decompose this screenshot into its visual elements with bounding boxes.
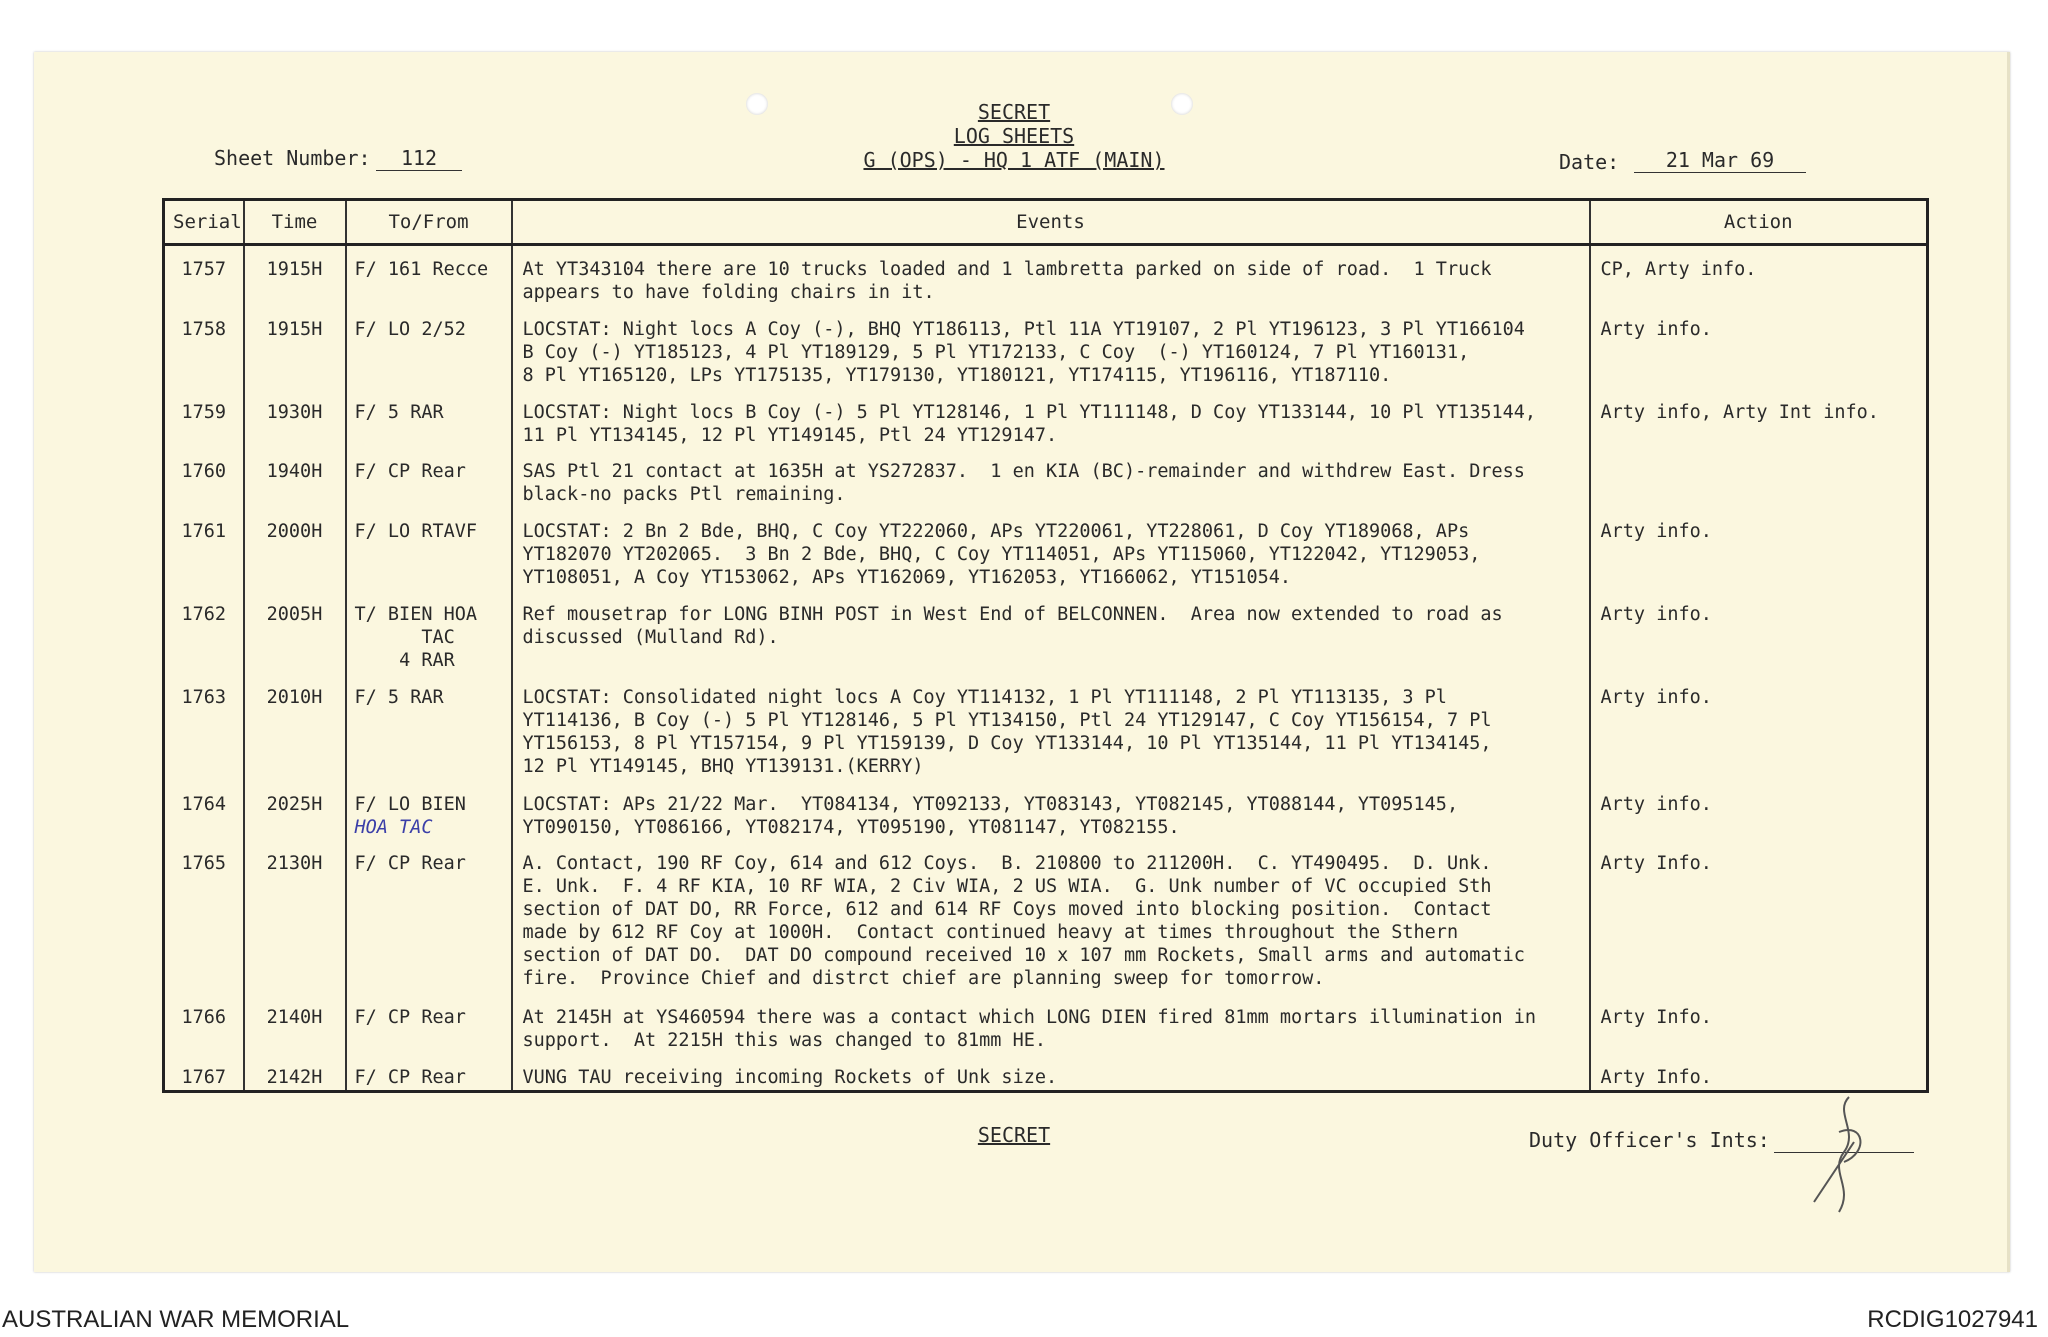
events-cell-text: SAS Ptl 21 contact at 1635H at YS272837. 1 en KIA (BC)-remainder and withdrew East. Dress black-no packs Ptl remaining.: [522, 461, 1525, 506]
serial-cell: [164, 389, 244, 449]
events-cell-text: LOCSTAT: Night locs B Coy (-) 5 Pl YT128146, 1 Pl YT111148, D Coy YT133144, 10 Pl YT135144, 11 Pl YT134145, 12 Pl YT149145, Ptl 24 YT129147.: [522, 401, 1537, 446]
action-cell: [1590, 389, 1928, 449]
to-from-cell: [346, 994, 512, 1054]
serial-cell: [164, 448, 244, 508]
action-cell-text: Arty Info.: [1600, 1066, 1712, 1088]
log-table: [162, 198, 1929, 1093]
action-cell-text: Arty Info.: [1600, 853, 1712, 875]
table-row: [164, 448, 1928, 508]
time-cell-text: 2140H: [266, 1007, 323, 1029]
serial-cell-text: 1761: [181, 520, 227, 542]
time-cell-text: 2025H: [266, 793, 323, 815]
action-cell: [1590, 994, 1928, 1054]
time-cell: [244, 508, 346, 591]
time-cell-text: 2005H: [266, 603, 323, 625]
to-from-cell: [346, 674, 512, 781]
events-cell: [512, 674, 1590, 781]
to-from-cell: [346, 781, 512, 841]
events-cell-text: LOCSTAT: Consolidated night locs A Coy YT114132, 1 Pl YT111148, 2 Pl YT113135, 3 Pl YT114136, B Coy (-) 5 Pl YT128146, 5 Pl YT134150, Ptl 24 YT129147, C Coy YT156154, 7 Pl YT156153, 8 Pl YT157154, 9 Pl YT159139, D Coy YT133144, 10 Pl YT135144, 11 Pl YT134145, 12 Pl YT149145, BHQ YT139131.(KERRY): [522, 687, 1492, 778]
time-cell-text: 1940H: [266, 461, 323, 483]
serial-cell: [164, 674, 244, 781]
events-cell: [512, 389, 1590, 449]
unit-title: G (OPS) - HQ 1 ATF (MAIN): [863, 148, 1165, 172]
table-header-row: [164, 200, 1928, 245]
events-cell: [512, 306, 1590, 389]
archive-reference: RCDIG1027941: [1867, 1306, 2038, 1333]
action-cell-text: CP, Arty info.: [1600, 259, 1757, 280]
serial-cell: [164, 840, 244, 994]
action-cell-text: Arty info, Arty Int info.: [1600, 401, 1879, 423]
events-cell-text: A. Contact, 190 RF Coy, 614 and 612 Coys. B. 210800 to 211200H. C. YT490495. D. Unk. E. Unk. F. 4 RF KIA, 10 RF WIA, 2 Civ WIA, 2 US WIA. G. Unk number of VC occupied Sth section of DAT DO, RR Force, 612 and 614 RF Coys moved into blocking position. Contact made by 612 RF Coy at 1000H. Contact continued heavy at times throughout the Sthern section of DAT DO. DAT DO compound received 10 x 107 mm Rockets, Small arms and automatic fire. Province Chief and distrct chief are planning sweep for tomorrow.: [522, 853, 1525, 990]
events-cell-text: LOCSTAT: Night locs A Coy (-), BHQ YT186113, Ptl 11A YT19107, 2 Pl YT196123, 3 Pl YT166104 B Coy (-) YT185123, 4 Pl YT189129, 5 Pl YT172133, C Coy (-) YT160124, 7 Pl YT160131, 8 Pl YT165120, LPs YT175135, YT179130, YT180121, YT174115, YT196116, YT187110.: [522, 318, 1525, 386]
serial-cell-text: 1759: [181, 401, 227, 423]
to-from-cell: [346, 508, 512, 591]
time-cell-text: 2130H: [266, 853, 323, 875]
action-cell: [1590, 1054, 1928, 1092]
events-cell: [512, 245, 1590, 306]
log-sheets-title: LOG SHEETS: [953, 124, 1075, 148]
punch-hole-right: [1171, 93, 1193, 115]
handwritten-note: HOA TAC: [354, 816, 433, 838]
events-cell: [512, 840, 1590, 994]
table-row: [164, 994, 1928, 1054]
col-time: Time: [244, 200, 346, 245]
action-cell-text: Arty info.: [1600, 318, 1712, 340]
action-cell: [1590, 674, 1928, 781]
serial-cell: [164, 508, 244, 591]
to-from-cell-text: F/ LO RTAVF: [354, 520, 478, 542]
action-cell-text: Arty info.: [1600, 687, 1712, 709]
to-from-cell-text: F/ CP Rear: [354, 1066, 466, 1088]
sheet-number-label: Sheet Number:: [214, 146, 371, 170]
table-row: [164, 840, 1928, 994]
serial-cell: [164, 591, 244, 674]
serial-cell: [164, 781, 244, 841]
time-cell-text: 2142H: [266, 1066, 323, 1088]
table-row: [164, 245, 1928, 306]
time-cell: [244, 840, 346, 994]
date-value: 21 Mar 69: [1634, 148, 1806, 173]
table-row: [164, 781, 1928, 841]
col-to-from: To/From: [346, 200, 512, 245]
action-cell: [1590, 306, 1928, 389]
time-cell: [244, 994, 346, 1054]
events-cell-text: VUNG TAU receiving incoming Rockets of Unk size.: [522, 1066, 1058, 1088]
serial-cell-text: 1765: [181, 853, 227, 875]
serial-cell-text: 1762: [181, 603, 227, 625]
action-cell: [1590, 840, 1928, 994]
table-row: [164, 674, 1928, 781]
events-cell: [512, 508, 1590, 591]
to-from-cell-text: F/ LO 2/52: [354, 318, 466, 340]
events-cell: [512, 448, 1590, 508]
time-cell: [244, 674, 346, 781]
serial-cell: [164, 994, 244, 1054]
table-row: [164, 1054, 1928, 1092]
col-events: Events: [512, 200, 1590, 245]
action-cell-text: Arty info.: [1600, 520, 1712, 542]
to-from-cell-text: F/ 5 RAR: [354, 401, 444, 423]
to-from-cell-text: T/ BIEN HOA TAC 4 RAR: [354, 603, 478, 671]
serial-cell-text: 1760: [181, 461, 227, 483]
to-from-cell-text: F/ LO BIEN: [354, 793, 466, 815]
time-cell: [244, 245, 346, 306]
serial-cell: [164, 245, 244, 306]
punch-hole-left: [746, 93, 768, 115]
archive-name: AUSTRALIAN WAR MEMORIAL: [2, 1306, 350, 1333]
time-cell: [244, 591, 346, 674]
duty-officer-label: Duty Officer's Ints:: [1529, 1128, 1770, 1152]
events-cell: [512, 591, 1590, 674]
events-cell: [512, 994, 1590, 1054]
events-cell-text: At 2145H at YS460594 there was a contact which LONG DIEN fired 81mm mortars illumination in support. At 2215H this was changed to 81mm HE.: [522, 1007, 1537, 1052]
action-cell-text: Arty Info.: [1600, 1007, 1712, 1029]
events-cell-text: At YT343104 there are 10 trucks loaded and 1 lambretta parked on side of road. 1 Truck appears to have folding chairs in it.: [522, 259, 1492, 303]
secret-footer: SECRET: [977, 1123, 1051, 1147]
action-cell: [1590, 448, 1928, 508]
table-row: [164, 591, 1928, 674]
time-cell: [244, 1054, 346, 1092]
time-cell-text: 1930H: [266, 401, 323, 423]
to-from-cell-text: F/ CP Rear: [354, 853, 466, 875]
table-row: [164, 389, 1928, 449]
serial-cell-text: 1757: [181, 259, 227, 280]
to-from-cell-text: F/ 161 Recce: [354, 259, 489, 280]
to-from-cell: [346, 591, 512, 674]
to-from-cell: [346, 245, 512, 306]
time-cell-text: 1915H: [266, 318, 323, 340]
serial-cell-text: 1758: [181, 318, 227, 340]
action-cell-text: Arty info.: [1600, 793, 1712, 815]
log-sheet-paper: [34, 52, 2010, 1272]
to-from-cell-text: F/ CP Rear: [354, 461, 466, 483]
action-cell: [1590, 591, 1928, 674]
to-from-cell: [346, 306, 512, 389]
events-cell-text: LOCSTAT: 2 Bn 2 Bde, BHQ, C Coy YT222060, APs YT220061, YT228061, D Coy YT189068, APs YT182070 YT202065. 3 Bn 2 Bde, BHQ, C Coy YT114051, APs YT115060, YT122042, YT129053, YT108051, A Coy YT153062, APs YT162069, YT162053, YT166062, YT151054.: [522, 520, 1481, 588]
time-cell-text: 2010H: [266, 687, 323, 709]
handwritten-initials: [1794, 1092, 1894, 1222]
to-from-cell: [346, 448, 512, 508]
col-action: Action: [1590, 200, 1928, 245]
serial-cell-text: 1767: [181, 1066, 227, 1088]
col-serial: Serial: [164, 200, 244, 245]
table-row: [164, 306, 1928, 389]
date-label: Date:: [1559, 150, 1620, 174]
sheet-number-value: 112: [376, 146, 462, 171]
events-cell-text: Ref mousetrap for LONG BINH POST in West End of BELCONNEN. Area now extended to road as discussed (Mulland Rd).: [522, 603, 1503, 648]
time-cell: [244, 306, 346, 389]
events-cell: [512, 781, 1590, 841]
to-from-cell: [346, 1054, 512, 1092]
serial-cell: [164, 306, 244, 389]
to-from-cell: [346, 840, 512, 994]
serial-cell-text: 1763: [181, 687, 227, 709]
table-row: [164, 508, 1928, 591]
to-from-cell: [346, 389, 512, 449]
serial-cell: [164, 1054, 244, 1092]
serial-cell-text: 1764: [181, 793, 227, 815]
events-cell-text: LOCSTAT: APs 21/22 Mar. YT084134, YT092133, YT083143, YT082145, YT088144, YT095145, YT090150, YT086166, YT082174, YT095190, YT081147, YT082155.: [522, 793, 1459, 838]
time-cell: [244, 389, 346, 449]
time-cell: [244, 781, 346, 841]
events-cell: [512, 1054, 1590, 1092]
to-from-cell-text: F/ CP Rear: [354, 1007, 466, 1029]
time-cell: [244, 448, 346, 508]
serial-cell-text: 1766: [181, 1007, 227, 1029]
action-cell-text: Arty info.: [1600, 603, 1712, 625]
secret-header: SECRET: [977, 100, 1051, 124]
action-cell: [1590, 781, 1928, 841]
action-cell: [1590, 508, 1928, 591]
to-from-cell-text: F/ 5 RAR: [354, 687, 444, 709]
action-cell: [1590, 245, 1928, 306]
time-cell-text: 1915H: [266, 259, 323, 280]
archive-footer: [0, 1300, 2048, 1337]
time-cell-text: 2000H: [266, 520, 323, 542]
